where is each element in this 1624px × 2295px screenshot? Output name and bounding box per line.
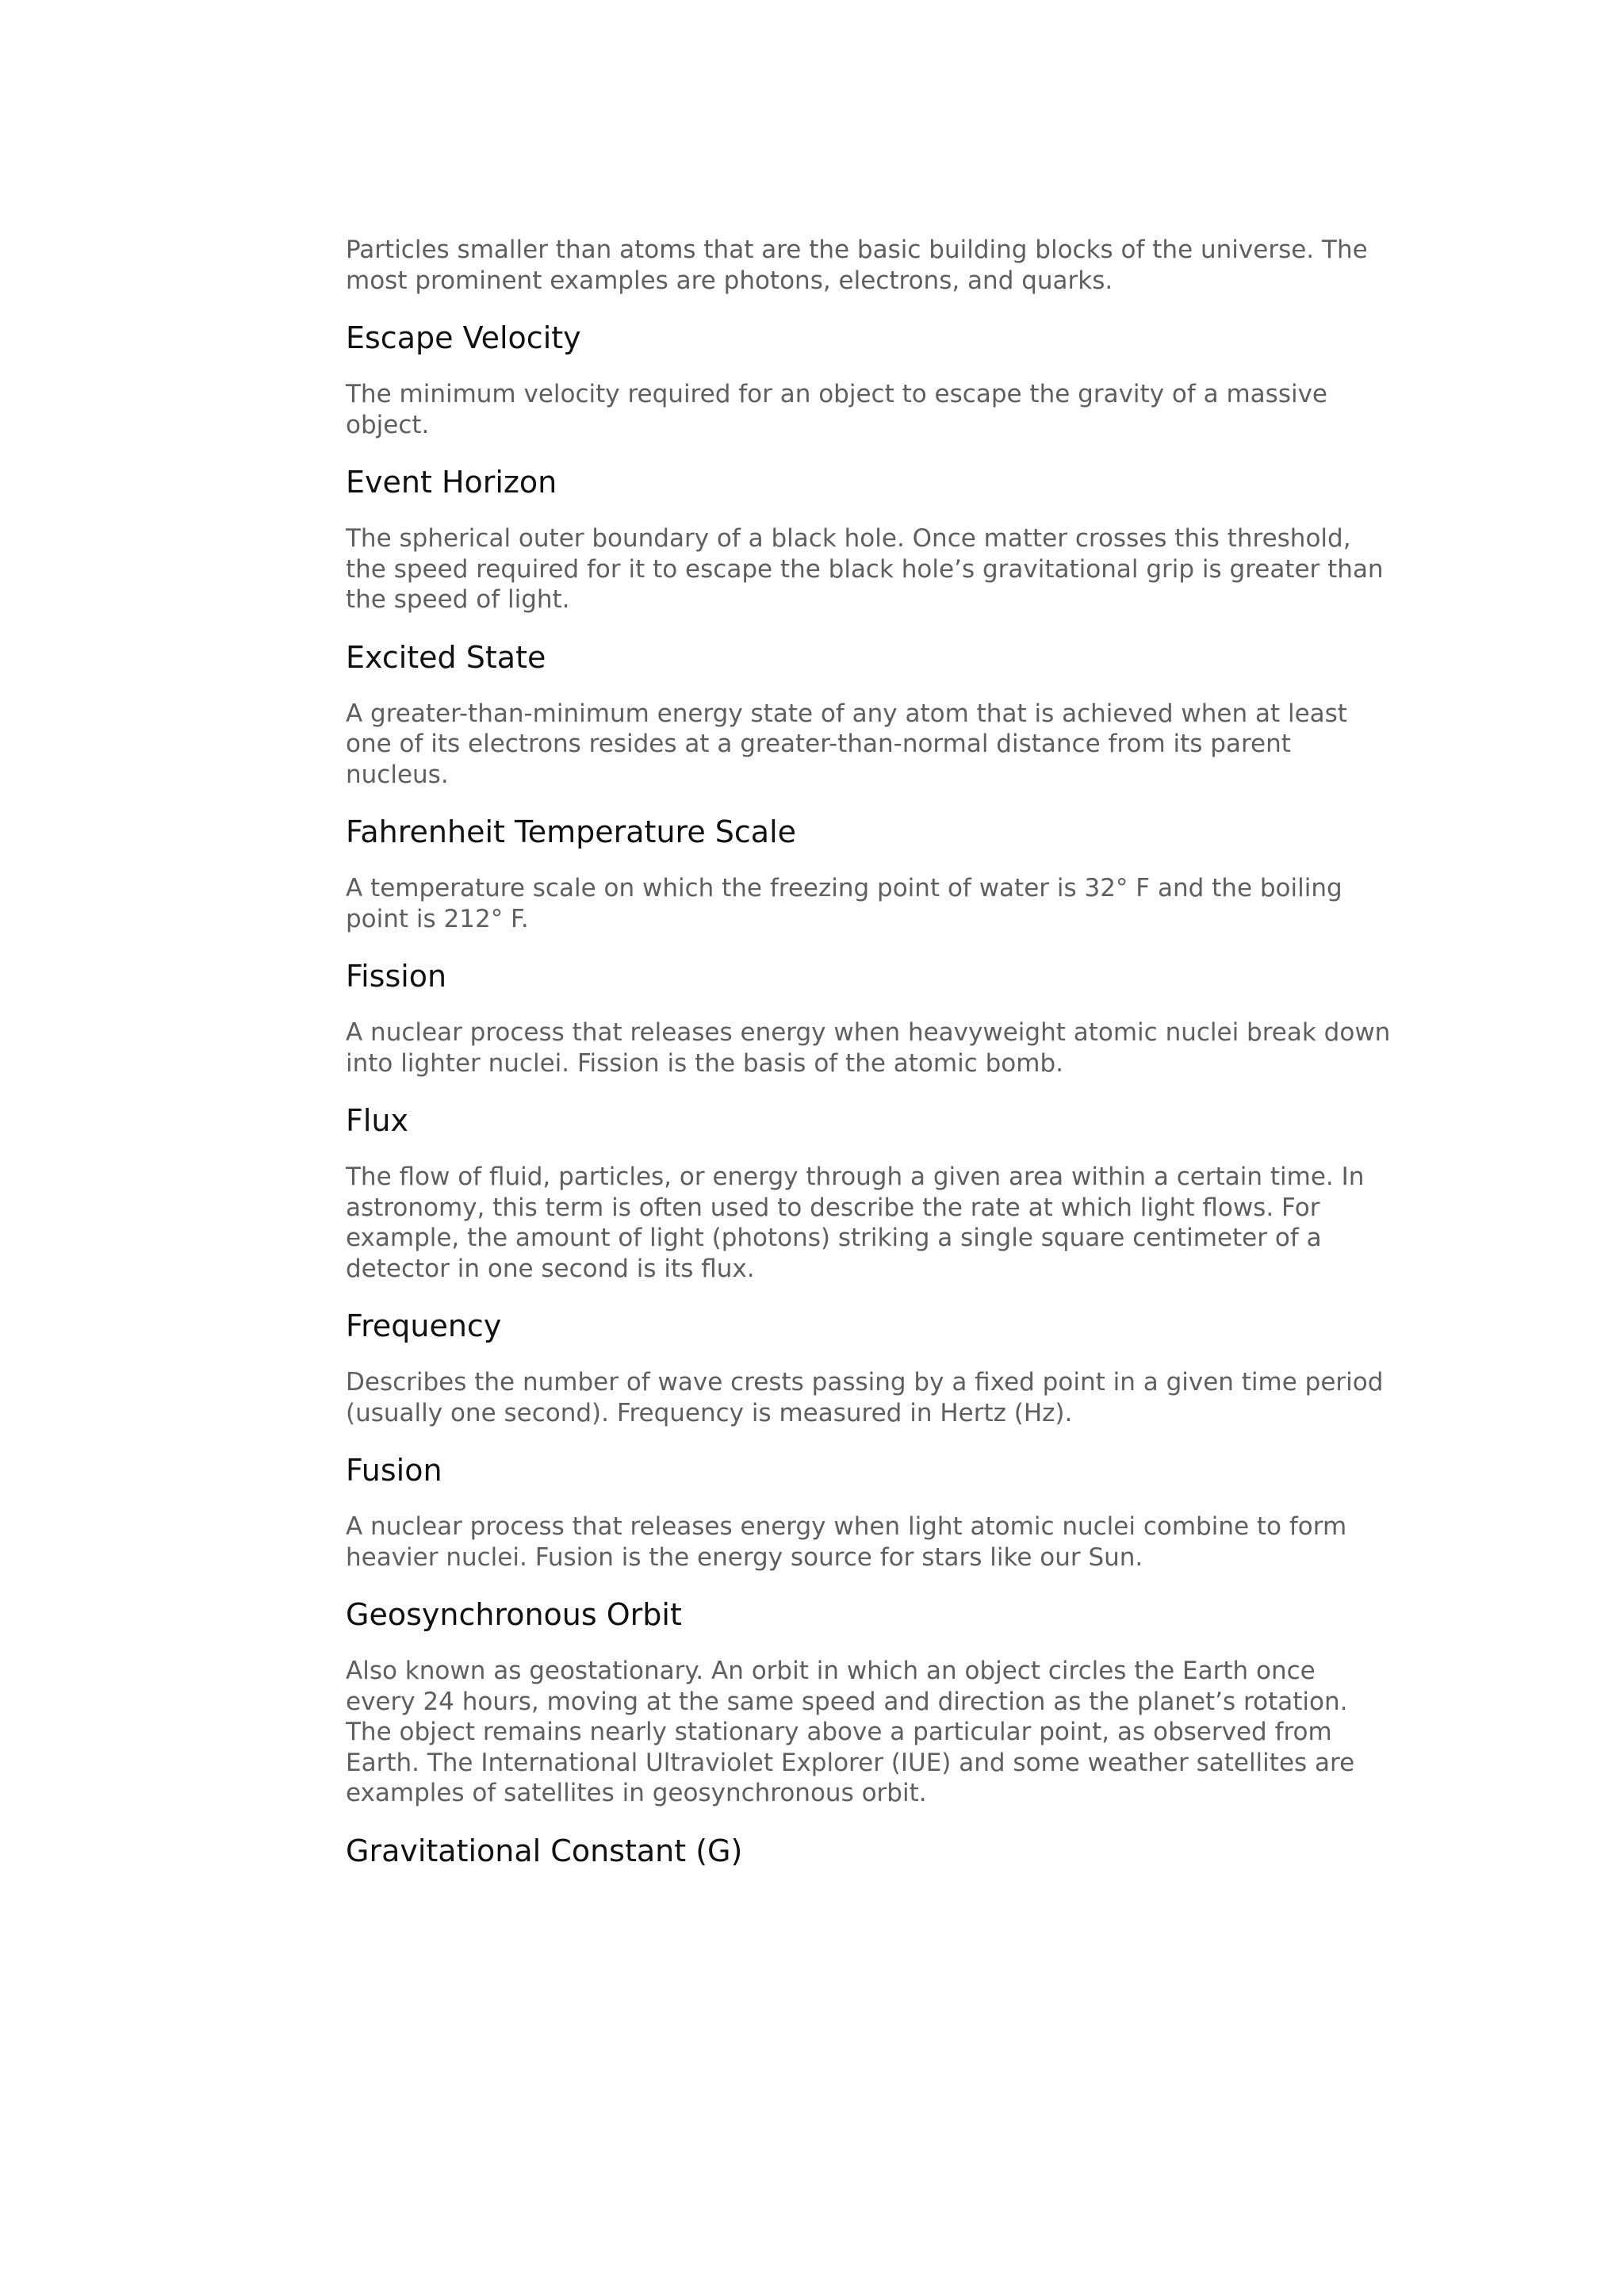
glossary-entry-excited-state: [346, 638, 1408, 791]
glossary-entry-geosynchronous-orbit: [346, 1595, 1408, 1809]
term-heading-gravitational-constant: Gravitational Constant (G): [346, 1833, 743, 1868]
term-heading: Flux: [346, 1103, 408, 1138]
glossary-entry-fahrenheit-temperature-scale: [346, 812, 1408, 934]
term-heading: Geosynchronous Orbit: [346, 1597, 682, 1632]
glossary-page-content: [346, 235, 1408, 1892]
glossary-entry-fusion: [346, 1450, 1408, 1573]
term-definition: The spherical outer boundary of a black hole. Once matter crosses this threshold, the speed required for it to escape the black hole’s gravitational grip is greater than the speed of light.: [346, 524, 1384, 614]
term-definition: A greater-than-minimum energy state of any atom that is achieved when at least one of its electrons resides at a greater-than-normal distance from its parent nucleus.: [346, 699, 1347, 789]
glossary-entry-flux: [346, 1101, 1408, 1284]
term-definition: A nuclear process that releases energy when light atomic nuclei combine to form heavier nuclei. Fusion is the energy source for stars like our Sun.: [346, 1512, 1347, 1572]
glossary-entry-event-horizon: [346, 462, 1408, 615]
glossary-entry-escape-velocity: [346, 318, 1408, 440]
term-definition: Describes the number of wave crests passing by a fixed point in a given time period (usually one second). Frequency is measured in Hertz (Hz).: [346, 1368, 1384, 1427]
term-heading: Fahrenheit Temperature Scale: [346, 814, 797, 849]
term-definition: A temperature scale on which the freezing point of water is 32° F and the boiling point is 212° F.: [346, 874, 1342, 933]
glossary-entry-fission: [346, 956, 1408, 1079]
term-heading: Fission: [346, 959, 447, 994]
term-heading: Frequency: [346, 1308, 502, 1343]
term-heading: Fusion: [346, 1453, 442, 1488]
term-heading: Escape Velocity: [346, 320, 581, 355]
intro-definition: Particles smaller than atoms that are the basic building blocks of the universe. The most prominent examples are photons, electrons, and quarks.: [346, 236, 1368, 295]
term-definition: The minimum velocity required for an object to escape the gravity of a massive object.: [346, 380, 1328, 439]
term-heading: Excited State: [346, 639, 546, 675]
term-definition: The flow of fluid, particles, or energy through a given area within a certain time. In astronomy, this term is often used to describe the rate at which light flows. For example, the amount of light (photons) striking a single square centimeter of a detector in one second is its flux.: [346, 1163, 1365, 1283]
glossary-entry-frequency: [346, 1306, 1408, 1428]
term-definition: Also known as geostationary. An orbit in which an object circles the Earth once every 24 hours, moving at the same speed and direction as the planet’s rotation. The object remains nearly stationary above a particular point, as observed from Earth. The International Ultraviolet Explorer (IUE) and some weather satellites are examples of satellites in geosynchronous orbit.: [346, 1657, 1355, 1807]
term-heading: Event Horizon: [346, 465, 557, 500]
term-definition: A nuclear process that releases energy when heavyweight atomic nuclei break down into lighter nuclei. Fission is the basis of the atomic bomb.: [346, 1018, 1391, 1078]
